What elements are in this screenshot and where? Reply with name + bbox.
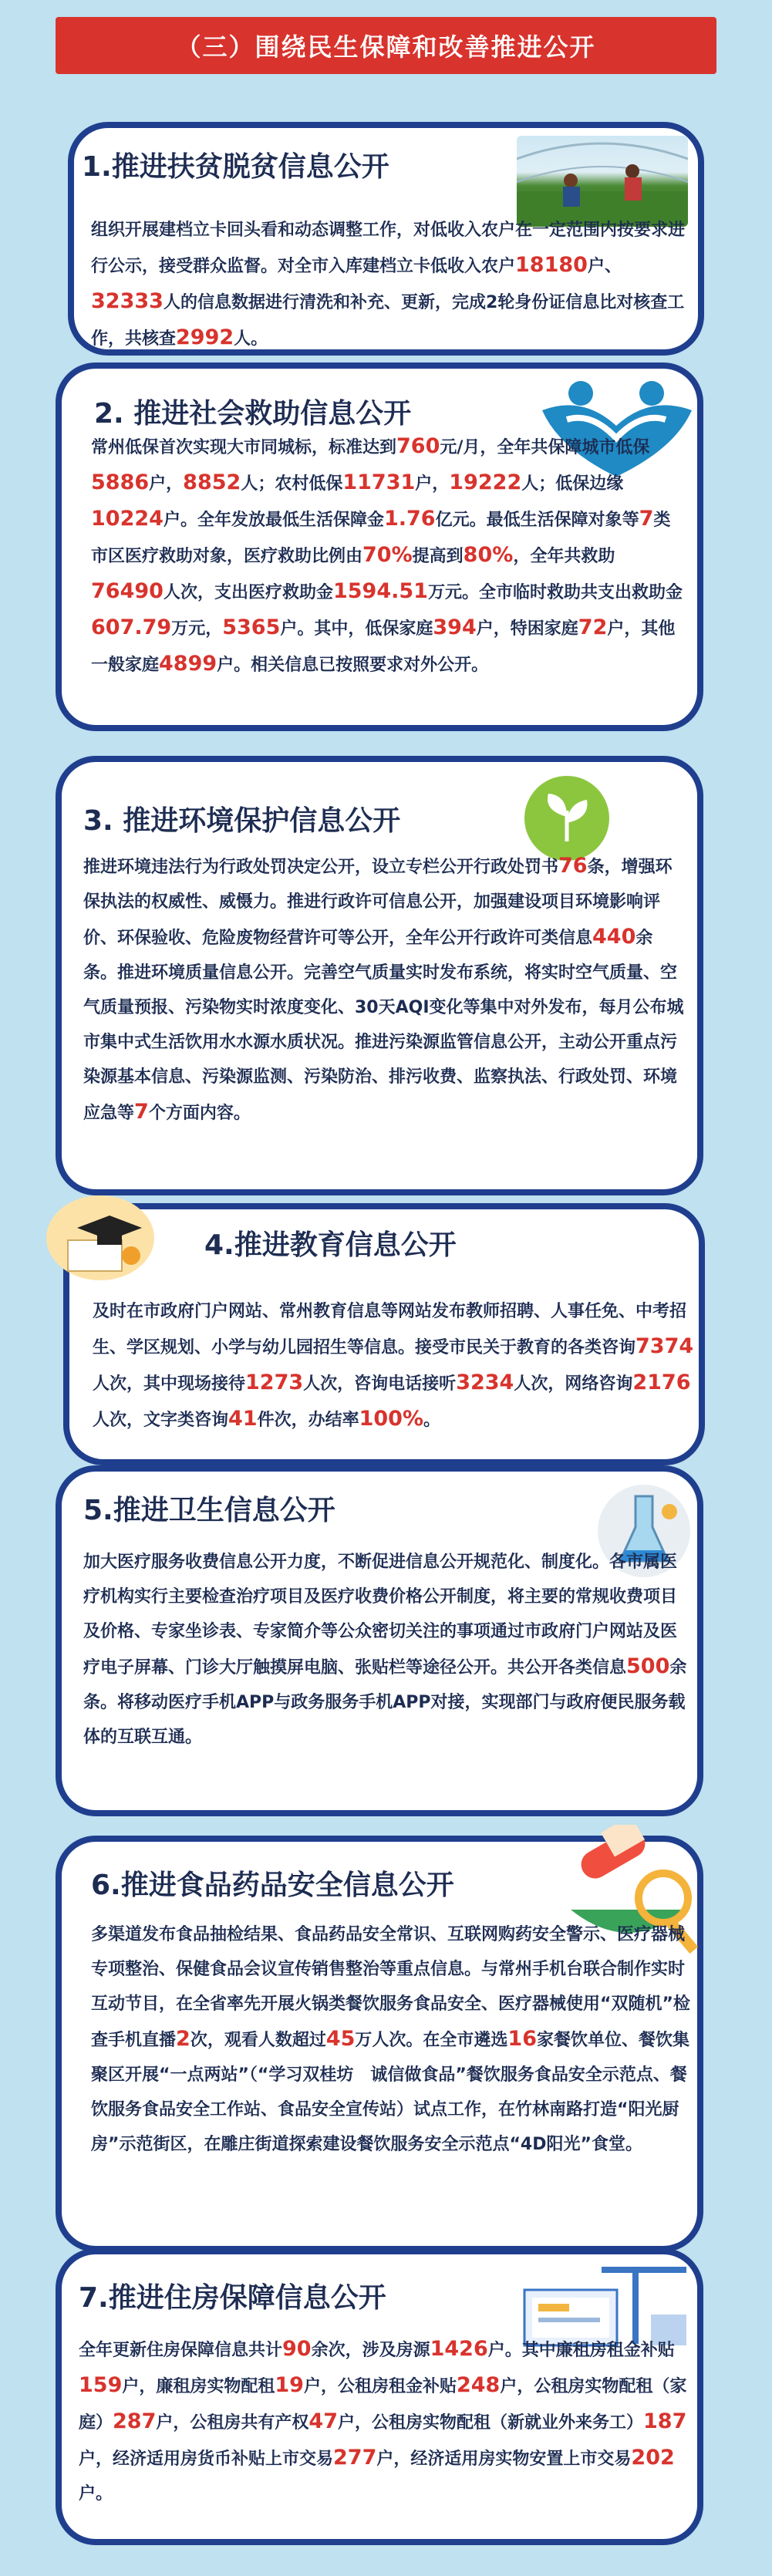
body-text: 余次，涉及房源 [311,2341,430,2360]
body-text: 人次，咨询电话接听 [303,1374,457,1394]
body-text: 常州低保首次实现大市同城标，标准达到 [91,438,397,457]
panel-food-drug-safety [56,1836,703,2252]
section-body [83,848,685,1131]
section-title: 4.推进教育信息公开 [204,1229,457,1261]
body-text: 户，公租房实物配租（新就业外来务工） [337,2413,643,2433]
highlight-number: 3234 [456,1371,514,1394]
body-text: 户。全年发放最低生活保障金 [163,511,384,530]
highlight-number: 248 [456,2373,501,2397]
body-text: 推进环境违法行为行政处罚决定公开，设立专栏公开行政处罚书 [83,858,559,877]
body-text: 组织开展建档立卡回头看和动态调整工作，对低收入农户在一定范围内按要求进行公示，接受群众监督。对全市入库建档立卡低收入农户 [91,221,686,276]
body-text: 。 [423,1411,441,1430]
highlight-number: 45 [325,2027,356,2051]
body-text: 户，经济适用房实物安置上市交易 [376,2450,632,2469]
body-text: 件次，办结率 [257,1411,359,1430]
highlight-number: 72 [578,615,608,639]
highlight-number: 11731 [342,470,416,494]
body-text: 人次，支出医疗救助金 [163,583,333,602]
section-body [79,2332,696,2511]
section-body [91,429,685,683]
highlight-number: 19 [275,2373,304,2397]
highlight-number: 18180 [515,253,588,277]
highlight-number: 70% [362,543,413,567]
body-text: 余条。将移动医疗手机APP与政务服务手机APP对接，实现部门与政府便民服务载体的互联互通。 [83,1658,687,1747]
body-text: 万元， [171,619,223,639]
highlight-number: 10224 [91,507,164,531]
highlight-number: 500 [626,1654,670,1678]
body-text: 户，公租房共有产权 [156,2413,309,2433]
body-text: 条，增强环保执法的权威性、威慑力。推进行政许可信息公开，加强建设项目环境影响评价、环保验收、危险废物经营许可等公开，全年公开行政许可类信息 [83,858,673,948]
body-text: 提高到 [412,547,464,566]
section-title: 6.推进食品药品安全信息公开 [91,1870,454,1901]
panel-health [56,1465,703,1816]
body-text: 全年更新住房保障信息共计 [79,2341,283,2360]
section-body [91,1917,696,2162]
body-text: 人次，网络咨询 [514,1374,633,1394]
highlight-number: 5886 [91,470,150,494]
section-header-title: （三）围绕民生保障和改善推进公开 [176,32,596,62]
graduation-cap-icon [46,1195,154,1280]
body-text: 人；低保边缘 [521,474,624,494]
highlight-number: 16 [507,2027,537,2051]
panel-social-assistance [56,362,703,731]
highlight-number: 1594.51 [332,579,428,603]
highlight-number: 41 [228,1407,258,1431]
highlight-number: 287 [113,2409,157,2433]
highlight-number: 32333 [91,289,164,313]
body-text: 户，廉租房实物配租 [122,2377,275,2396]
highlight-number: 2992 [176,325,234,349]
body-text: 户， [415,474,450,494]
highlight-number: 76490 [91,579,164,603]
body-text: 万元。全市临时救助共支出救助金 [427,583,683,602]
highlight-number: 1426 [430,2337,488,2361]
body-text: 人；农村低保 [241,474,343,494]
body-text: 户，特困家庭 [476,619,578,639]
body-text: 户，其他一般家庭 [91,619,676,675]
highlight-number: 1.76 [383,507,436,531]
highlight-number: 159 [79,2373,123,2397]
highlight-number: 7 [134,1100,149,1124]
body-text: 及时在市政府门户网站、常州教育信息等网站发布教师招聘、人事任免、中考招生、学区规划、小学与幼儿园招生等信息。接受市民关于教育的各类咨询 [93,1302,687,1357]
highlight-number: 100% [359,1407,424,1431]
panel-poverty-alleviation [68,122,704,356]
body-text: 万人次。在全市遴选 [355,2031,508,2050]
body-text: 户，经济适用房货币补贴上市交易 [79,2450,334,2469]
highlight-number: 760 [396,434,440,458]
section-title: 1.推进扶贫脱贫信息公开 [82,151,389,183]
body-text: 户，公租房实物配租（家庭） [79,2377,687,2433]
body-text: 余条。推进环境质量信息公开。完善空气质量实时发布系统，将实时空气质量、空气质量预报、污染物实时浓度变化、30天AQI变化等集中对外发布，每月公布城市集中式生活饮用水水源水质状况。推进污染源监管信息公开，主动公开重点污染源基本信息、污染源监测、污染防治、排污收费、监察执法、行政处罚、环境应急等 [83,929,684,1123]
body-text: 人。 [234,329,268,349]
highlight-number: 4899 [159,652,217,676]
section-body [83,1545,693,1755]
highlight-number: 2 [176,2027,190,2051]
panel-education [63,1203,705,1465]
body-text: 类市区医疗救助对象，医疗救助比例由 [91,511,671,566]
section-title: 3. 推进环境保护信息公开 [83,805,401,837]
body-text: 个方面内容。 [148,1104,251,1123]
body-text: 次，观看人数超过 [190,2031,326,2050]
body-text: 人次，其中现场接待 [93,1374,246,1394]
highlight-number: 2176 [632,1371,691,1394]
highlight-number: 90 [282,2337,312,2361]
body-text: 加大医疗服务收费信息公开力度，不断促进信息公开规范化、制度化。各市属医疗机构实行主要检查治疗项目及医疗收费价格公开制度，将主要的常规收费项目及价格、专家坐诊表、专家简介等公众密切关注的事项通过市政府门户网站及医疗电子屏幕、门诊大厅触摸屏电脑、张贴栏等途径公开。共公开各类信息 [83,1553,678,1677]
body-text: 户。其中，低保家庭 [280,619,433,639]
section-body [91,213,689,356]
section-body [93,1294,694,1438]
panel-environmental-protection [56,756,703,1195]
section-title: 7.推进住房保障信息公开 [79,2282,386,2314]
body-text: 人的信息数据进行清洗和补充、更新，完成2轮身份证信息比对核查工作，共核查 [91,293,685,349]
section-header-banner [56,17,716,74]
body-text: 户。相关信息已按照要求对外公开。 [217,656,489,675]
highlight-number: 19222 [449,470,522,494]
body-text: 户，公租房租金补贴 [303,2377,457,2396]
highlight-number: 8852 [183,470,241,494]
body-text: 元/月，全年共保障城市低保 [440,438,650,457]
body-text: 户。 [79,2484,113,2504]
body-text: 户。其中廉租房租金补贴 [487,2341,675,2360]
body-text: 人次，文字类咨询 [93,1411,229,1430]
highlight-number: 80% [463,543,514,567]
body-text: 家餐饮单位、餐饮集聚区开展“一点两站”（“学习双桂坊 诚信做食品”餐饮服务食品安全示范点、餐饮服务食品安全工作站、食品安全宣传站）试点工作，在竹林南路打造“阳光厨房”示范街区，在雕庄街道探索建设餐饮服务安全示范点“4D阳光”食堂。 [91,2031,690,2154]
body-text: ，全年共救助 [513,547,615,566]
highlight-number: 7 [639,507,654,531]
body-text: 户， [149,474,184,494]
highlight-number: 394 [433,615,477,639]
highlight-number: 187 [643,2409,687,2433]
highlight-number: 607.79 [91,615,172,639]
highlight-number: 202 [631,2446,675,2470]
section-title: 2. 推进社会救助信息公开 [94,398,412,430]
section-title: 5.推进卫生信息公开 [83,1495,335,1526]
body-text: 多渠道发布食品抽检结果、食品药品安全常识、互联网购药安全警示、医疗器械专项整治、保健食品会议宣传销售整治等重点信息。与常州手机台联合制作实时互动节目，在全省率先开展火锅类餐饮服务食品安全、医疗器械使用“双随机”检查手机直播 [91,1925,690,2050]
highlight-number: 5365 [222,615,281,639]
body-text: 亿元。最低生活保障对象等 [435,511,639,530]
highlight-number: 7374 [635,1334,694,1358]
highlight-number: 47 [308,2409,338,2433]
body-text: 户、 [587,257,622,276]
highlight-number: 440 [592,925,636,949]
highlight-number: 76 [558,854,588,878]
panel-housing-security [56,2248,703,2545]
highlight-number: 277 [333,2446,377,2470]
highlight-number: 1273 [245,1371,304,1394]
